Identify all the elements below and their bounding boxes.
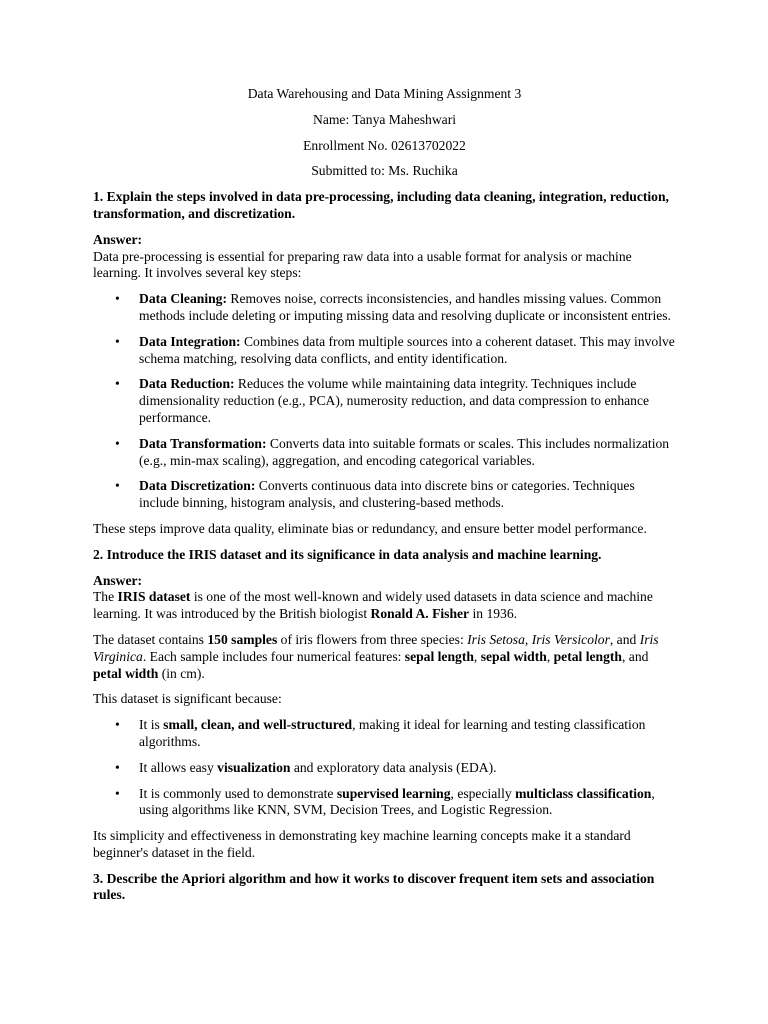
student-name: Name: Tanya Maheshwari bbox=[313, 111, 456, 127]
preprocessing-steps-list bbox=[93, 291, 676, 512]
list-item bbox=[93, 291, 676, 325]
step-text: Converts data into suitable formats or scales. This includes normalization (e.g., min-max scaling), aggregation, and encoding categorical variables. bbox=[139, 435, 670, 468]
list-item bbox=[93, 436, 676, 470]
step-term: Data Reduction: bbox=[139, 376, 235, 392]
answer-2-label: Answer: bbox=[93, 572, 143, 588]
list-item: • It is small, clean, and well-structured, making it ideal for learning and testing classification algorithms. bbox=[115, 717, 646, 749]
bullet: • bbox=[115, 759, 120, 775]
answer-1-intro: Data pre-processing is essential for preparing raw data into a usable format for analysis or machine learning. It involves several key steps: bbox=[93, 248, 632, 281]
list-item: • It is commonly used to demonstrate supervised learning, especially multiclass classification, using algorithms like KNN, SVM, Decision Trees, and Logistic Regression. bbox=[115, 785, 655, 818]
enrollment-number: Enrollment No. 02613702022 bbox=[303, 137, 466, 153]
question-2: 2. Introduce the IRIS dataset and its significance in data analysis and machine learning. bbox=[93, 546, 602, 562]
significance-list bbox=[93, 717, 676, 819]
answer-2-conclusion: Its simplicity and effectiveness in demonstrating key machine learning concepts make it a standard beginner's dataset in the field. bbox=[93, 828, 631, 860]
step-term: Data Integration: bbox=[139, 333, 241, 349]
bullet: • bbox=[115, 291, 120, 307]
question-3: 3. Describe the Apriori algorithm and how it works to discover frequent item sets and association rules. bbox=[93, 870, 655, 903]
bullet: • bbox=[115, 435, 120, 451]
iris-samples-paragraph: The dataset contains 150 samples of iris flowers from three species: Iris Setosa, Iris Versicolor, and Iris Virginica. Each sample includes four numerical features: sepal length, sepal width, petal length, and petal width (in cm). bbox=[93, 631, 659, 681]
bullet: • bbox=[115, 376, 120, 392]
step-text: Removes noise, corrects inconsistencies, and handles missing values. Common methods include deleting or imputing missing data and resolving duplicate or inconsistent entries. bbox=[139, 291, 671, 323]
bullet: • bbox=[115, 333, 120, 349]
bullet: • bbox=[115, 478, 120, 494]
answer-1-conclusion: These steps improve data quality, eliminate bias or redundancy, and ensure better model performance. bbox=[93, 520, 647, 536]
significance-intro: This dataset is significant because: bbox=[93, 691, 282, 707]
list-item bbox=[93, 376, 676, 426]
question-1: 1. Explain the steps involved in data pre-processing, including data cleaning, integration, reduction, transformation, and discretization. bbox=[93, 189, 669, 221]
iris-intro-paragraph: The IRIS dataset is one of the most well-known and widely used datasets in data science and machine learning. It was introduced by the British biologist Ronald A. Fisher in 1936. bbox=[93, 589, 653, 622]
step-text: Converts continuous data into discrete bins or categories. Techniques include binning, histogram analysis, and clustering-based methods. bbox=[139, 478, 635, 511]
step-term: Data Discretization: bbox=[139, 478, 256, 494]
step-term: Data Transformation: bbox=[139, 435, 267, 451]
list-item bbox=[93, 478, 676, 512]
bullet: • bbox=[115, 785, 120, 801]
step-text: Reduces the volume while maintaining data integrity. Techniques include dimensionality reduction (e.g., PCA), numerosity reduction, and data compression to enhance performance. bbox=[139, 376, 650, 425]
list-item: • It allows easy visualization and exploratory data analysis (EDA). bbox=[115, 759, 497, 775]
document-title: Data Warehousing and Data Mining Assignment 3 bbox=[247, 86, 522, 101]
bullet: • bbox=[115, 717, 120, 733]
step-text: Combines data from multiple sources into a coherent dataset. This may involve schema matching, resolving data conflicts, and entity identification. bbox=[139, 333, 675, 366]
answer-1-label: Answer: bbox=[93, 231, 143, 247]
list-item bbox=[93, 334, 676, 368]
step-term: Data Cleaning: bbox=[139, 291, 227, 307]
submitted-to: Submitted to: Ms. Ruchika bbox=[311, 163, 458, 179]
